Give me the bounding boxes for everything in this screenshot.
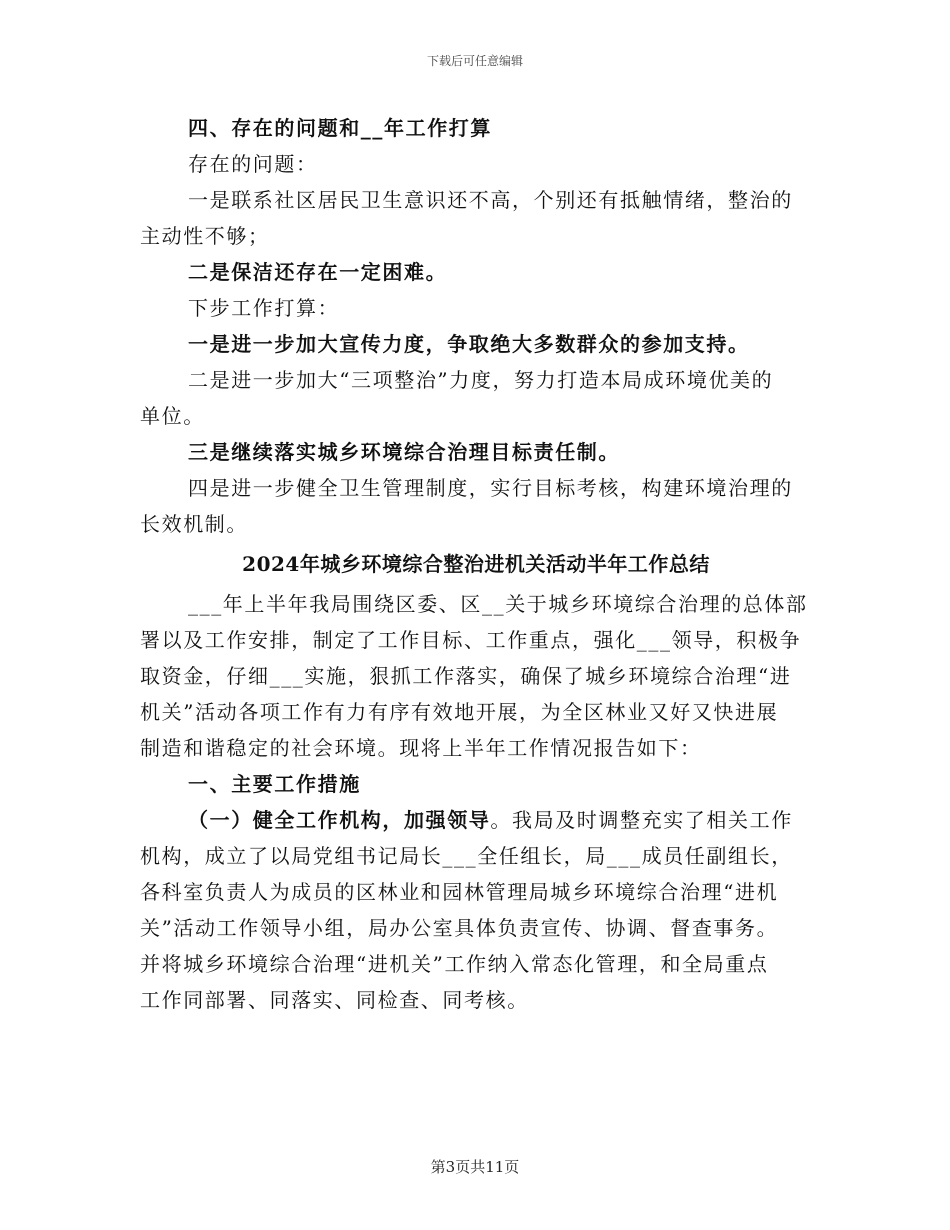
intro-line-3: 取资金，仔细___实施，狠抓工作落实，确保了城乡环境综合治理“进: [140, 664, 792, 688]
problems-label: 存在的问题：: [188, 152, 318, 176]
section-heading-main-measures: 一、主要工作措施: [188, 772, 361, 796]
section-heading-problems-plans: 四、存在的问题和__年工作打算: [188, 116, 492, 140]
problem-1-line-2: 主动性不够；: [140, 224, 270, 248]
measure-1-line-2: 机构，成立了以局党组书记局长___全任组长，局___成员任副组长，: [140, 844, 793, 868]
intro-line-1: ___年上半年我局围绕区委、区__关于城乡环境综合治理的总体部: [188, 592, 808, 616]
plan-label: 下步工作打算：: [188, 296, 340, 320]
measure-1-line-6: 工作同部署、同落实、同检查、同考核。: [140, 988, 529, 1012]
plan-2-line-2: 单位。: [140, 404, 205, 428]
measure-1-bold-title: （一）健全工作机构，加强领导: [188, 808, 491, 832]
measure-1-line-5: 并将城乡环境综合治理“进机关”工作纳入常态化管理，和全局重点: [140, 952, 769, 976]
document-title: 2024年城乡环境综合整治进机关活动半年工作总结: [242, 552, 710, 576]
problem-2: 二是保洁还存在一定困难。: [188, 260, 448, 284]
problem-1-line-1: 一是联系社区居民卫生意识还不高，个别还有抵触情绪，整治的: [188, 188, 793, 212]
plan-4-line-2: 长效机制。: [140, 512, 248, 536]
page-footer-number: 第3页共11页: [430, 1158, 520, 1176]
plan-4-line-1: 四是进一步健全卫生管理制度，实行目标考核，构建环境治理的: [188, 476, 793, 500]
intro-line-5: 制造和谐稳定的社会环境。现将上半年工作情况报告如下：: [140, 736, 702, 760]
measure-1-line-1: [140, 802, 812, 838]
intro-line-4: 机关”活动各项工作有力有序有效地开展，为全区林业又好又快进展: [140, 700, 779, 724]
measure-1-text: 。我局及时调整充实了相关工作: [490, 808, 793, 832]
intro-line-2: 署以及工作安排，制定了工作目标、工作重点，强化___领导，积极争: [140, 628, 802, 652]
page-header-note: 下载后可任意编辑: [426, 54, 523, 68]
plan-1: 一是进一步加大宣传力度，争取绝大多数群众的参加支持。: [188, 332, 750, 356]
plan-2-line-1: 二是进一步加大“三项整治”力度，努力打造本局成环境优美的: [188, 368, 774, 392]
measure-1-line-3: 各科室负责人为成员的区林业和园林管理局城乡环境综合治理“进机: [140, 880, 779, 904]
measure-1-line-4: 关”活动工作领导小组，局办公室具体负责宣传、协调、督查事务。: [140, 916, 779, 940]
document-body: [140, 110, 812, 1018]
plan-3: 三是继续落实城乡环境综合治理目标责任制。: [188, 440, 620, 464]
